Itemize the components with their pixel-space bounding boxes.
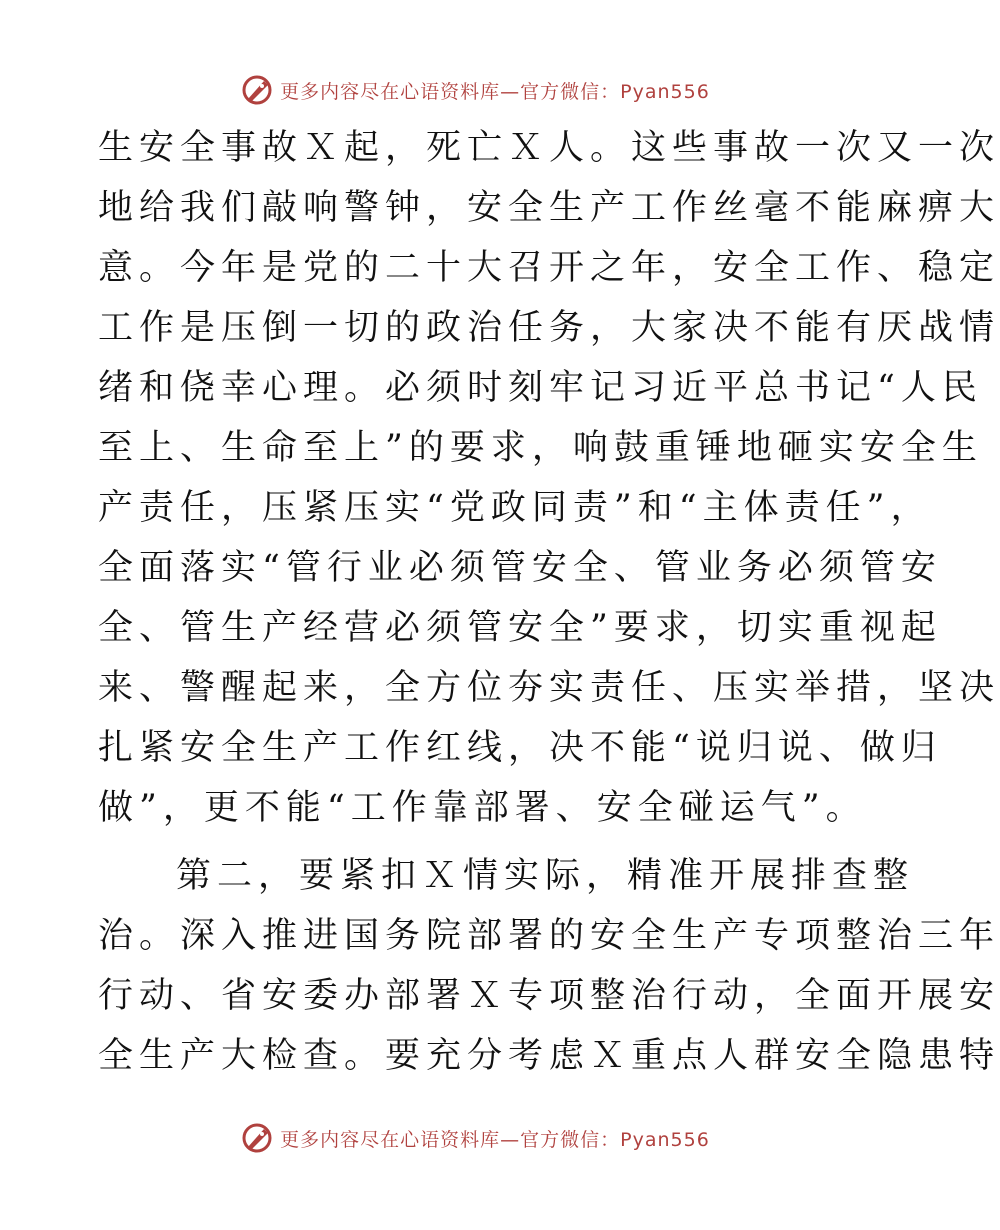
footer-banner <box>0 1120 950 1156</box>
text-line-indented: 第二，要紧扣Ｘ情实际，精准开展排查整 <box>176 856 915 896</box>
header-banner <box>0 72 950 108</box>
text-line: 来、警醒起来，全方位夯实责任、压实举措，坚决 <box>98 668 1000 708</box>
text-line: 产责任，压紧压实“党政同责”和“主体责任”， <box>98 488 932 528</box>
text-line: 全、管生产经营必须管安全”要求，切实重视起 <box>98 608 942 648</box>
text-line: 地给我们敲响警钟，安全生产工作丝毫不能麻痹大 <box>98 188 1000 228</box>
paragraph-gap <box>98 838 858 846</box>
text-line: 绪和侥幸心理。必须时刻牢记习近平总书记“人民 <box>98 368 983 408</box>
paragraph-2 <box>98 846 1000 1086</box>
text-line: 意。今年是党的二十大召开之年，安全工作、稳定 <box>98 248 1000 288</box>
footer-banner-text: 更多内容尽在心语资料库—官方微信：Pyan556 <box>280 1128 710 1151</box>
text-line: 全面落实“管行业必须管安全、管业务必须管安 <box>98 548 942 588</box>
text-line: 行动、省安委办部署Ｘ专项整治行动，全面开展安 <box>98 976 1000 1016</box>
text-line: 做”，更不能“工作靠部署、安全碰运气”。 <box>98 788 867 828</box>
document-body <box>98 118 1000 1086</box>
header-banner-text: 更多内容尽在心语资料库—官方微信：Pyan556 <box>280 80 710 103</box>
text-line: 生安全事故Ｘ起，死亡Ｘ人。这些事故一次又一次 <box>98 128 1000 168</box>
text-line: 工作是压倒一切的政治任务，大家决不能有厌战情 <box>98 308 1000 348</box>
paragraph-1 <box>98 118 1000 838</box>
pen-nib-circle-icon <box>240 1121 274 1155</box>
text-line: 至上、生命至上”的要求，响鼓重锤地砸实安全生 <box>98 428 983 468</box>
text-line: 治。深入推进国务院部署的安全生产专项整治三年 <box>98 916 1000 956</box>
pen-nib-circle-icon <box>240 73 274 107</box>
text-line: 扎紧安全生产工作红线，决不能“说归说、做归 <box>98 728 942 768</box>
text-line: 全生产大检查。要充分考虑Ｘ重点人群安全隐患特 <box>98 1036 1000 1076</box>
